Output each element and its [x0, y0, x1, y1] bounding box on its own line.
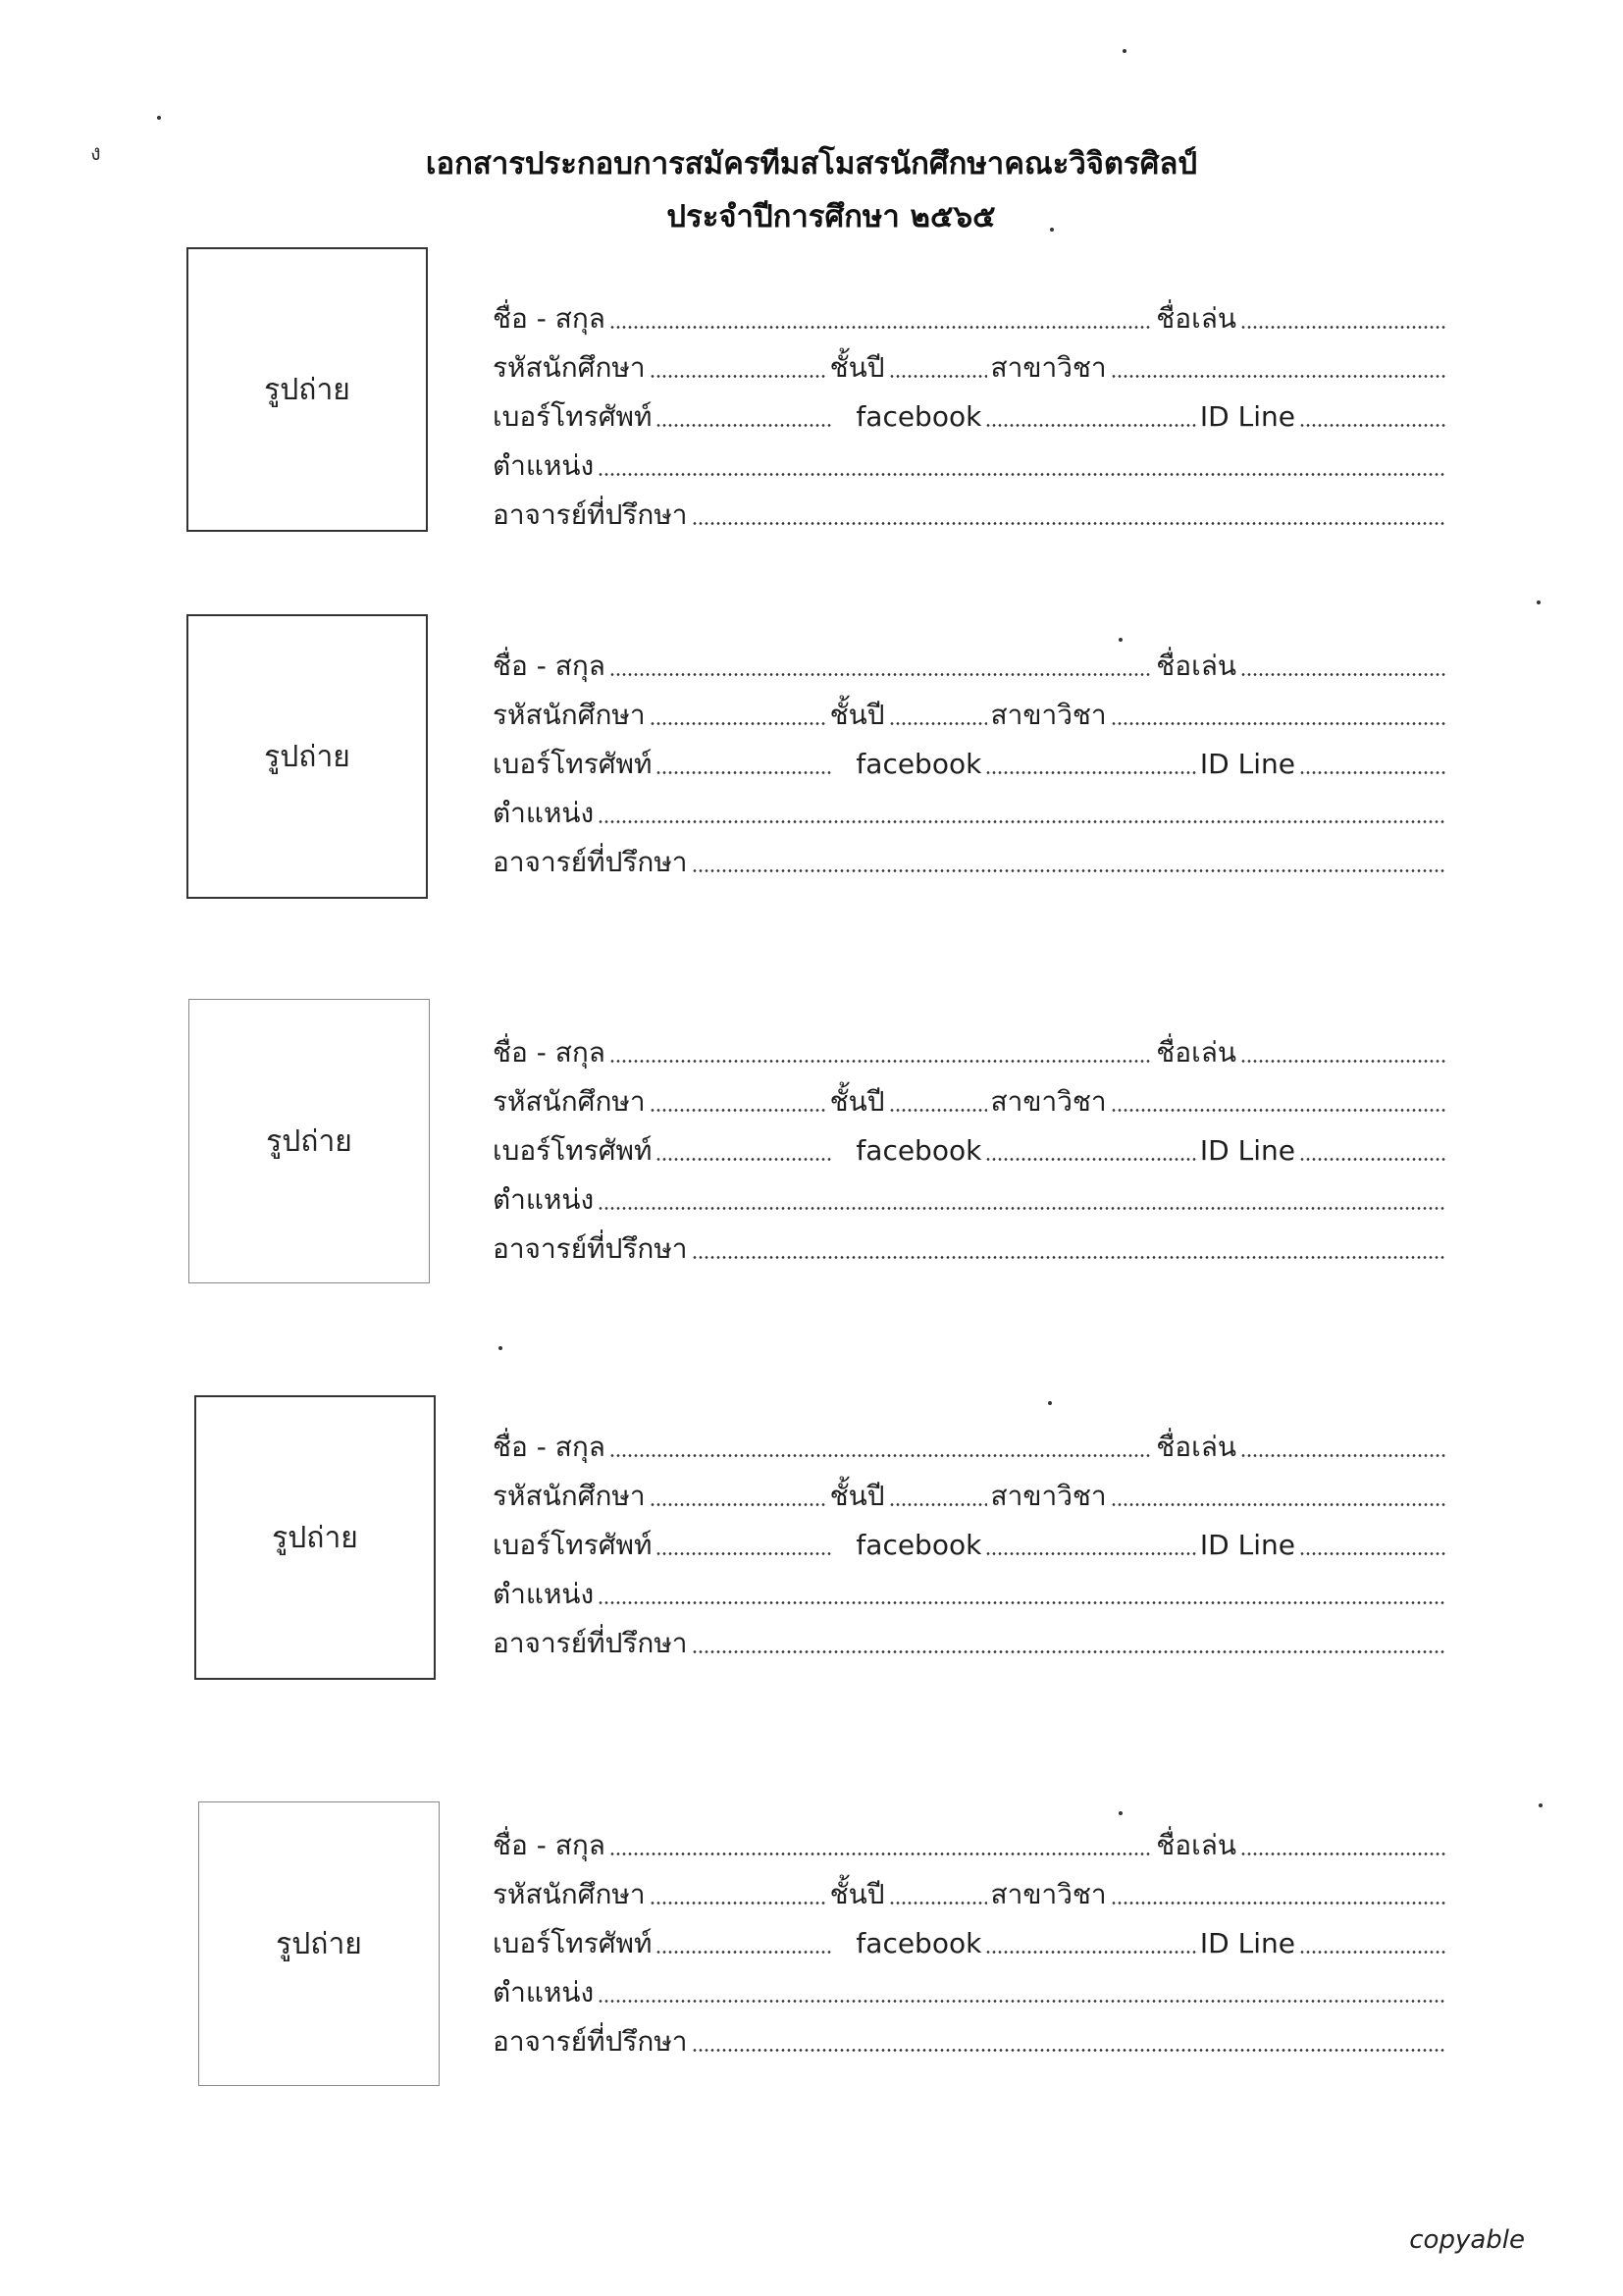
line-field[interactable] — [1299, 771, 1446, 774]
student-id-field[interactable] — [650, 375, 826, 378]
major-label: สาขาวิชา — [990, 351, 1107, 384]
photo-box[interactable] — [194, 1395, 436, 1680]
line-label: ID Line — [1199, 1529, 1295, 1561]
contact-row — [491, 1513, 1448, 1562]
facebook-field[interactable] — [985, 1552, 1196, 1555]
contact-row — [491, 732, 1448, 781]
student-row — [491, 683, 1448, 732]
name-field[interactable] — [609, 1852, 1152, 1855]
year-label: ชั้นปี — [829, 1878, 885, 1910]
nickname-field[interactable] — [1240, 1454, 1446, 1457]
name-row — [491, 1020, 1448, 1070]
line-field[interactable] — [1299, 1158, 1446, 1161]
name-label: ชื่อ - สกุล — [493, 1036, 605, 1069]
advisor-label: อาจารย์ที่ปรึกษา — [493, 1232, 688, 1265]
nickname-label: ชื่อเล่น — [1156, 1829, 1236, 1861]
major-label: สาขาวิชา — [990, 1878, 1107, 1910]
student-id-label: รหัสนักศึกษา — [493, 1085, 646, 1118]
nickname-field[interactable] — [1240, 673, 1446, 676]
facebook-label: facebook — [856, 400, 982, 433]
scan-speck — [498, 1346, 502, 1350]
line-label: ID Line — [1199, 1927, 1295, 1959]
position-field[interactable] — [598, 1601, 1446, 1604]
student-id-label: รหัสนักศึกษา — [493, 1480, 646, 1512]
line-field[interactable] — [1299, 1552, 1446, 1555]
facebook-label: facebook — [856, 748, 982, 780]
advisor-label: อาจารย์ที่ปรึกษา — [493, 498, 688, 531]
advisor-row — [491, 483, 1448, 532]
student-id-field[interactable] — [650, 1902, 826, 1905]
position-row — [491, 434, 1448, 483]
name-row — [491, 287, 1448, 336]
document-subtitle: ประจำปีการศึกษา ๒๕๖๕ — [666, 199, 996, 235]
year-label: ชั้นปี — [829, 1085, 885, 1118]
photo-label: รูปถ่าย — [264, 739, 350, 774]
position-row — [491, 1562, 1448, 1611]
scan-speck — [1048, 1401, 1052, 1405]
line-label: ID Line — [1199, 748, 1295, 780]
name-field[interactable] — [609, 326, 1152, 329]
name-field[interactable] — [609, 1454, 1152, 1457]
major-field[interactable] — [1111, 1503, 1446, 1506]
name-label: ชื่อ - สกุล — [493, 1431, 605, 1463]
nickname-label: ชื่อเล่น — [1156, 302, 1236, 335]
photo-box[interactable] — [198, 1801, 440, 2086]
year-field[interactable] — [889, 375, 987, 378]
nickname-field[interactable] — [1240, 1852, 1446, 1855]
advisor-field[interactable] — [692, 1650, 1446, 1653]
photo-label: รูปถ่าย — [264, 372, 350, 407]
nickname-label: ชื่อเล่น — [1156, 650, 1236, 682]
contact-row — [491, 1119, 1448, 1168]
photo-box[interactable] — [188, 999, 430, 1283]
position-field[interactable] — [598, 820, 1446, 823]
advisor-row — [491, 2009, 1448, 2059]
position-label: ตำแหน่ง — [493, 449, 595, 482]
facebook-field[interactable] — [985, 1158, 1196, 1161]
year-label: ชั้นปี — [829, 699, 885, 731]
advisor-field[interactable] — [692, 522, 1446, 525]
contact-row — [491, 1911, 1448, 1960]
advisor-field[interactable] — [692, 869, 1446, 872]
advisor-row — [491, 1217, 1448, 1266]
scan-speck — [1123, 49, 1126, 53]
name-row — [491, 1415, 1448, 1464]
student-id-label: รหัสนักศึกษา — [493, 1878, 646, 1910]
major-field[interactable] — [1111, 375, 1446, 378]
document-header — [0, 137, 1623, 243]
scan-speck — [1050, 228, 1054, 232]
line-label: ID Line — [1199, 1134, 1295, 1167]
document-title: เอกสารประกอบการสมัครทีมสโมสรนักศึกษาคณะวิจิตรศิลป์ — [425, 146, 1198, 182]
advisor-row — [491, 830, 1448, 879]
applicant-entry-3 — [0, 999, 1623, 1293]
student-row — [491, 1862, 1448, 1911]
major-label: สาขาวิชา — [990, 699, 1107, 731]
year-label: ชั้นปี — [829, 351, 885, 384]
position-field[interactable] — [598, 1207, 1446, 1210]
student-id-field[interactable] — [650, 722, 826, 725]
advisor-field[interactable] — [692, 1256, 1446, 1259]
student-row — [491, 336, 1448, 385]
facebook-label: facebook — [856, 1529, 982, 1561]
position-label: ตำแหน่ง — [493, 1976, 595, 2009]
student-row — [491, 1464, 1448, 1513]
major-label: สาขาวิชา — [990, 1085, 1107, 1118]
facebook-field[interactable] — [985, 424, 1196, 427]
photo-box[interactable] — [186, 614, 428, 899]
phone-field[interactable] — [655, 771, 832, 774]
footer-note: copyable — [1409, 2225, 1525, 2255]
name-row — [491, 1813, 1448, 1862]
photo-label: รูปถ่าย — [266, 1123, 352, 1159]
year-field[interactable] — [889, 1902, 987, 1905]
position-field[interactable] — [598, 2000, 1446, 2003]
scan-speck — [1119, 1811, 1123, 1815]
applicant-entry-2 — [0, 614, 1623, 909]
scan-speck — [1539, 1803, 1543, 1807]
year-field[interactable] — [889, 1109, 987, 1112]
major-label: สาขาวิชา — [990, 1480, 1107, 1512]
facebook-label: facebook — [856, 1134, 982, 1167]
position-label: ตำแหน่ง — [493, 1578, 595, 1610]
year-field[interactable] — [889, 1503, 987, 1506]
year-label: ชั้นปี — [829, 1480, 885, 1512]
year-field[interactable] — [889, 722, 987, 725]
line-field[interactable] — [1299, 424, 1446, 427]
student-id-field[interactable] — [650, 1503, 826, 1506]
scan-speck — [1537, 600, 1541, 604]
nickname-field[interactable] — [1240, 1060, 1446, 1063]
phone-field[interactable] — [655, 424, 832, 427]
nickname-label: ชื่อเล่น — [1156, 1036, 1236, 1069]
advisor-label: อาจารย์ที่ปรึกษา — [493, 2025, 688, 2058]
phone-field[interactable] — [655, 1951, 832, 1954]
line-label: ID Line — [1199, 400, 1295, 433]
applicant-entry-5 — [0, 1801, 1623, 2096]
advisor-label: อาจารย์ที่ปรึกษา — [493, 846, 688, 878]
advisor-row — [491, 1611, 1448, 1660]
scan-speck — [1119, 638, 1123, 642]
name-label: ชื่อ - สกุล — [493, 1829, 605, 1861]
student-row — [491, 1070, 1448, 1119]
phone-label: เบอร์โทรศัพท์ — [493, 748, 653, 780]
name-field[interactable] — [609, 673, 1152, 676]
nickname-field[interactable] — [1240, 326, 1446, 329]
name-row — [491, 634, 1448, 683]
phone-label: เบอร์โทรศัพท์ — [493, 1529, 653, 1561]
position-field[interactable] — [598, 473, 1446, 476]
major-field[interactable] — [1111, 722, 1446, 725]
applicant-entry-4 — [0, 1395, 1623, 1690]
advisor-label: อาจารย์ที่ปรึกษา — [493, 1627, 688, 1659]
phone-label: เบอร์โทรศัพท์ — [493, 400, 653, 433]
student-id-label: รหัสนักศึกษา — [493, 699, 646, 731]
phone-field[interactable] — [655, 1552, 832, 1555]
position-label: ตำแหน่ง — [493, 797, 595, 829]
facebook-field[interactable] — [985, 771, 1196, 774]
nickname-label: ชื่อเล่น — [1156, 1431, 1236, 1463]
page-mark: ง — [90, 141, 101, 166]
phone-label: เบอร์โทรศัพท์ — [493, 1134, 653, 1167]
scan-speck — [157, 116, 161, 120]
advisor-field[interactable] — [692, 2049, 1446, 2052]
phone-label: เบอร์โทรศัพท์ — [493, 1927, 653, 1959]
position-row — [491, 1168, 1448, 1217]
photo-label: รูปถ่าย — [272, 1520, 358, 1555]
student-id-field[interactable] — [650, 1109, 826, 1112]
position-label: ตำแหน่ง — [493, 1183, 595, 1216]
student-id-label: รหัสนักศึกษา — [493, 351, 646, 384]
name-field[interactable] — [609, 1060, 1152, 1063]
facebook-field[interactable] — [985, 1951, 1196, 1954]
name-label: ชื่อ - สกุล — [493, 302, 605, 335]
contact-row — [491, 385, 1448, 434]
facebook-label: facebook — [856, 1927, 982, 1959]
photo-label: รูปถ่าย — [276, 1926, 362, 1961]
applicant-entry-1 — [0, 247, 1623, 542]
photo-box[interactable] — [186, 247, 428, 532]
major-field[interactable] — [1111, 1902, 1446, 1905]
line-field[interactable] — [1299, 1951, 1446, 1954]
major-field[interactable] — [1111, 1109, 1446, 1112]
position-row — [491, 781, 1448, 830]
position-row — [491, 1960, 1448, 2009]
phone-field[interactable] — [655, 1158, 832, 1161]
name-label: ชื่อ - สกุล — [493, 650, 605, 682]
